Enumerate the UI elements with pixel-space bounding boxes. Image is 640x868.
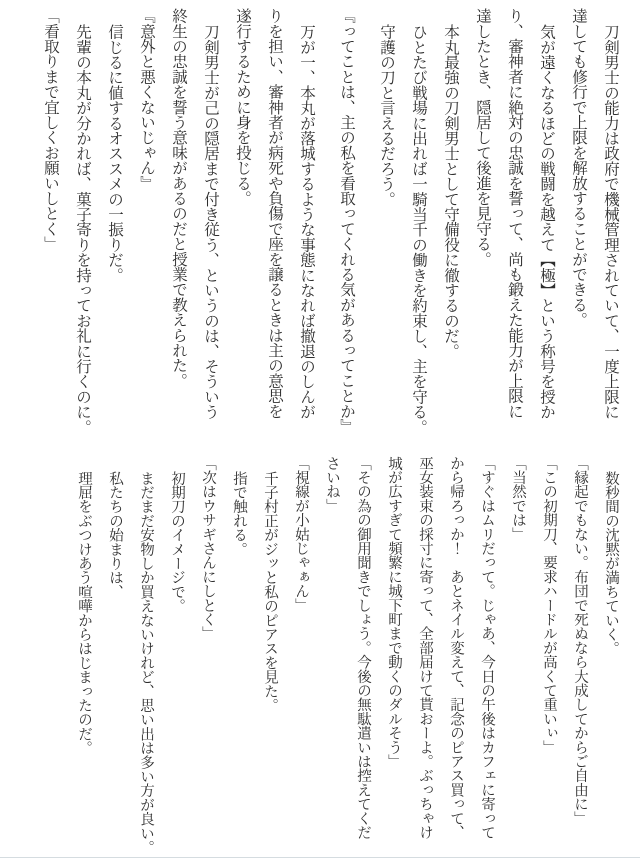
text-line: 「次はウサギさんにしとく」 — [200, 456, 216, 641]
text-line: 「縁起でもない。布団で死ぬなら大成してからご自由に」 — [572, 456, 588, 826]
text-line: 私たちの始まりは、 — [107, 470, 123, 599]
text-line: 気が遠くなるほどの戦闘を越えて【極】という称号を授か — [538, 23, 555, 419]
text-line: りを担い、審神者が病死や負傷で座を譲るときは主の意思を — [266, 8, 283, 419]
text-line: り、審神者に絶対の忠誠を誓って、尚も鍛えた能力が上限に — [506, 8, 523, 419]
text-line: 数秒間の沈黙が満ちていく。 — [603, 470, 619, 656]
text-line: 千子村正がジッと私のピアスを見た。 — [262, 470, 278, 712]
text-line: 達したとき、隠居して後進を見守る。 — [474, 8, 491, 267]
text-line: さいね」 — [324, 456, 340, 513]
text-line: まだまだ安物しか買えないけれど、思い出は多い方が良い。 — [138, 470, 154, 854]
text-line: 達しても修行で上限を解放することができる。 — [570, 8, 587, 328]
page-bottom-separator — [0, 857, 640, 858]
text-line: 「看取りまで宜しくお願いしとく」 — [42, 8, 59, 252]
text-line: 巫女装束の採寸に寄って、全部届けて貰おーよ。ぶっちゃけ — [417, 456, 433, 840]
text-line: 刀剣男士が己の隠居まで付き従う、というのは、そういう — [202, 23, 219, 419]
text-line: 「当然では」 — [510, 456, 526, 542]
text-line: 終生の忠誠を誓う意味があるのだと授業で教えられた。 — [170, 8, 187, 389]
text-line: ひとたび戦場に出れば一騎当千の働きを約束し、主を守る。 — [410, 23, 427, 434]
text-line: 『ってことは、主の私を看取ってくれる気があるってことか』 — [338, 8, 355, 434]
text-line: 理屈をぶつけあう喧嘩からはじまったのだ。 — [76, 470, 92, 755]
text-line: 信じるに値するオススメの一振りだ。 — [106, 23, 123, 282]
text-line: 「その為の御用聞きでしょう。今後の無駄遣いは控えてくだ — [355, 456, 371, 840]
text-line: 遂行するために身を投じる。 — [234, 8, 251, 206]
top-text-block — [34, 8, 626, 448]
text-line: から帰ろっか！ あとネイル変えて、記念のピアス買って、 — [448, 456, 464, 840]
bottom-text-block — [68, 456, 626, 868]
text-line: 城が広すぎて頻繁に城下町まで動くのダルそう」 — [386, 456, 402, 769]
text-line: 本丸最強の刀剣男士として守備役に徹するのだ。 — [442, 23, 459, 358]
text-line: 「すぐはムリだって。じゃあ、今日の午後はカフェに寄って — [479, 456, 495, 840]
text-line: 万が一、本丸が落城するような事態になれば撤退のしんが — [298, 23, 315, 419]
text-line: 「この初期刀、要求ハードルが高くて重いぃ」 — [541, 456, 557, 755]
text-line: 守護の刀と言えるだろう。 — [378, 23, 395, 206]
text-line: 先輩の本丸が分かれば、菓子寄りを持ってお礼に行くのに。 — [74, 23, 91, 434]
text-line: 「視線が小姑じゃぁん」 — [293, 456, 309, 613]
text-line: 指で触れる。 — [231, 470, 247, 556]
text-line: 刀剣男士の能力は政府で機械管理されていて、一度上限に — [602, 23, 619, 419]
text-line: 初期刀のイメージで。 — [169, 470, 185, 613]
text-line: 『意外と悪くないじゃん』 — [138, 8, 155, 191]
